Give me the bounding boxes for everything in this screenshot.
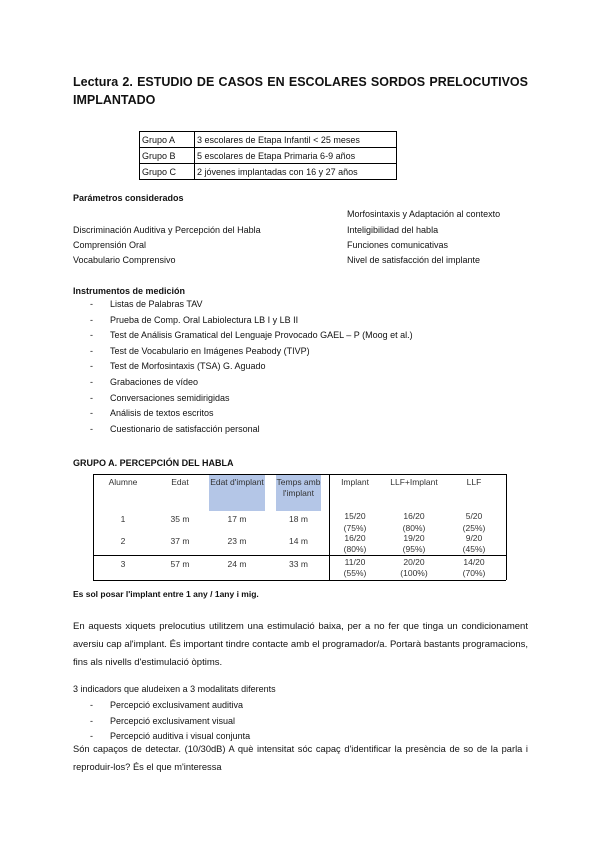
table-cell: 11/20 (344, 557, 366, 567)
table-row (140, 164, 397, 180)
grupoA-heading: GRUPO A. PERCEPCIÓN DEL HABLA (73, 458, 234, 468)
instrumentos-list (90, 297, 413, 437)
list-item: - Cuestionario de satisfacción personal (90, 423, 260, 434)
list-item: - Test de Morfosintaxis (TSA) G. Aguado (90, 361, 266, 372)
paragraph-detectar: Són capaços de detectar. (10/30dB) A què intensitat sóc capaç d'identificar la presència de so de la parla i reproduir-los? És el que m'interessa (73, 744, 528, 772)
table-cell: 57 m (170, 559, 190, 569)
param-left-2: Comprensión Oral (73, 240, 147, 250)
param-right-2: Inteligibilidad del habla (347, 225, 439, 235)
table-cell: 33 m (289, 559, 308, 569)
header-llf: LLF (466, 477, 482, 487)
table-cell: 3 (120, 559, 126, 569)
table-cell: (25%) (462, 523, 486, 533)
table-cell: 23 m (227, 536, 247, 546)
list-item: - Percepció exclusivament auditiva (90, 700, 244, 710)
implant-note: Es sol posar l'implant entre 1 any / 1any i mig. (73, 589, 259, 599)
list-item: - Conversaciones semidirigidas (90, 392, 230, 403)
list-item: - Análisis de textos escritos (90, 408, 214, 419)
table-cell: 35 m (170, 514, 190, 524)
header-alumne: Alumne (108, 477, 138, 487)
group-label: Grupo B (140, 148, 195, 164)
table-cell: (95%) (402, 544, 426, 554)
table-row (140, 148, 397, 164)
table-cell: (100%) (400, 568, 428, 578)
table-cell: 18 m (289, 514, 308, 524)
param-right-3: Funciones comunicativas (347, 240, 449, 250)
table-cell: (70%) (462, 568, 486, 578)
header-edat-implant: Edat d'implant (210, 477, 264, 487)
indicadors-list (90, 698, 250, 745)
table-row (140, 132, 397, 148)
param-right-4: Nivel de satisfacción del implante (347, 255, 481, 265)
group-description: 2 jóvenes implantadas con 16 y 27 años (195, 164, 397, 180)
table-cell: 5/20 (465, 511, 483, 521)
list-item: - Percepció auditiva i visual conjunta (90, 731, 251, 741)
header-llf-implant: LLF+Implant (390, 477, 438, 487)
table-cell: (45%) (462, 544, 486, 554)
param-left-1: Discriminación Auditiva y Percepción del Habla (73, 225, 261, 235)
table-cell: 14 m (289, 536, 308, 546)
paragraph-estimulacio: En aquests xiquets prelocutius utilitzem una estimulació baixa, per a no fer que tinga un condicionament aversiu cap al'implant. És important tindre contacte amb el programador/a. Portarà bastants programacions, fins als nivells d'estimulació òptims. (73, 621, 528, 668)
header-implant: Implant (341, 477, 369, 487)
table-cell: 20/20 (403, 557, 425, 567)
list-item: - Test de Análisis Gramatical del Lenguaje Provocado GAEL – P (Moog et al.) (90, 330, 413, 341)
table-cell: 9/20 (465, 533, 483, 543)
table-cell: 14/20 (463, 557, 485, 567)
table-cell: 16/20 (403, 511, 425, 521)
param-right-1: Morfosintaxis y Adaptación al contexto (347, 209, 501, 219)
table-cell: (75%) (343, 523, 367, 533)
table-cell: (80%) (402, 523, 426, 533)
table-cell: (55%) (343, 568, 367, 578)
group-description: 3 escolares de Etapa Infantil < 25 meses (195, 132, 397, 148)
groups-table (139, 131, 397, 180)
instrumentos-heading: Instrumentos de medición (73, 286, 186, 296)
table-cell: (80%) (343, 544, 367, 554)
parametros-heading: Parámetros considerados (73, 193, 184, 203)
header-temps: Temps amb l'implant (276, 477, 321, 498)
list-item: - Percepció exclusivament visual (90, 715, 236, 726)
group-label: Grupo A (140, 132, 195, 148)
header-edat: Edat (171, 477, 189, 487)
page-title: Lectura 2. ESTUDIO DE CASOS EN ESCOLARES SORDOS PRELOCUTIVOS IMPLANTADO (73, 75, 528, 107)
table-cell: 24 m (227, 559, 247, 569)
group-label: Grupo C (140, 164, 195, 180)
table-cell: 37 m (170, 536, 190, 546)
results-table (93, 474, 506, 580)
table-cell: 2 (120, 536, 126, 546)
table-cell: 1 (120, 514, 126, 524)
list-item: - Listas de Palabras TAV (90, 299, 203, 309)
group-description: 5 escolares de Etapa Primaria 6-9 años (195, 148, 397, 164)
param-left-3: Vocabulario Comprensivo (73, 255, 176, 265)
list-item: - Prueba de Comp. Oral Labiolectura LB I y LB II (90, 314, 299, 325)
list-item: - Test de Vocabulario en Imágenes Peabody (TIVP) (90, 345, 310, 356)
list-item: - Grabaciones de vídeo (90, 376, 199, 387)
table-cell: 17 m (227, 514, 247, 524)
table-cell: 16/20 (344, 533, 366, 543)
table-cell: 19/20 (403, 533, 425, 543)
indicadors-intro: 3 indicadors que aludeixen a 3 modalitats diferents (73, 684, 276, 694)
table-cell: 15/20 (344, 511, 366, 521)
